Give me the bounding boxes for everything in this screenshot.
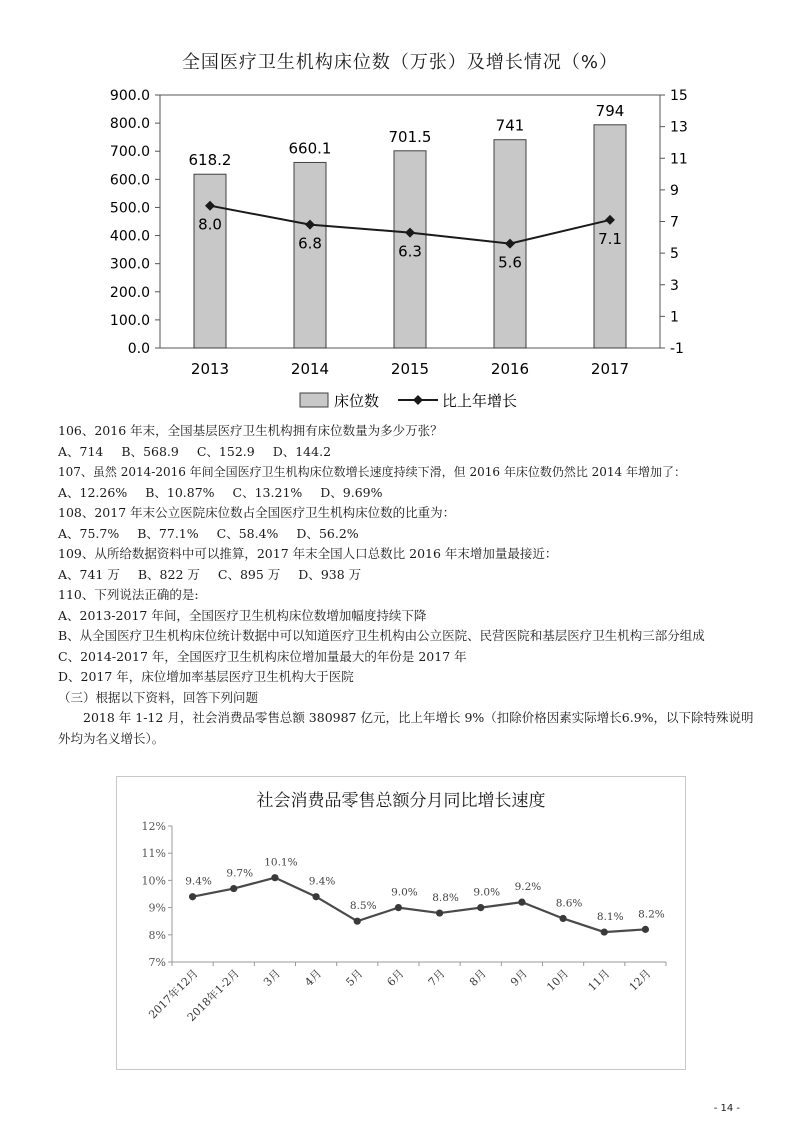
x-label-5: 6月 [384,966,407,989]
growth-label-2016: 5.6 [498,253,522,272]
category-label-2013: 2013 [190,360,230,378]
section-intro: 2018 年 1-12 月，社会消费品零售总额 380987 亿元，比上年增长 9%（扣除价格因素实际增长6.9%，以下除特殊说明外均为名义增长）。 [58,710,754,746]
y-tick-label: 12% [141,820,166,833]
question-108: 108、2017 年末公立医院床位数占全国医疗卫生机构床位数的比重为： [58,505,456,520]
x-label-9: 10月 [544,966,572,994]
left-tick-label: 800.0 [109,116,150,133]
x-label-4: 5月 [343,966,366,989]
point-1 [230,885,237,892]
y-tick-label: 11% [141,847,166,861]
right-tick-label: 5 [670,246,679,263]
legend-bar-label: 床位数 [334,392,380,410]
right-tick-label: 13 [670,119,688,136]
option-110-b: B、从全国医疗卫生机构床位统计数据中可以知道医疗卫生机构由公立医院、民营医院和基层医疗卫生机构三部分组成 [58,628,705,643]
question-108-options [58,524,758,545]
point-label-9: 8.6% [555,897,583,910]
question-block [58,421,758,749]
left-tick-label: 700.0 [109,144,150,161]
x-label-11: 12月 [626,966,654,994]
option-108-a: A、75.7% [58,525,120,541]
x-label-2: 3月 [261,966,284,989]
point-7 [477,904,484,911]
point-9 [559,915,566,922]
right-tick-label: 3 [670,277,679,294]
option-109-c: C、895 万 [217,566,281,582]
x-label-8: 9月 [508,966,531,989]
point-6 [436,909,443,916]
category-label-2016: 2016 [490,360,530,378]
chart2-title: 社会消费品零售总额分月同比增长速度 [256,791,546,811]
hospital-beds-chart [60,80,740,420]
point-label-2: 10.1% [264,856,298,869]
option-110-d: D、2017 年，床位增加率基层医疗卫生机构大于医院 [58,669,354,684]
page-number: - 14 - [713,1103,740,1114]
point-2 [271,874,278,881]
right-tick-label: 1 [670,309,679,326]
question-109-options [58,565,758,586]
question-107-options [58,483,758,504]
y-tick-label: 9% [148,901,166,915]
right-tick-label: 15 [670,88,688,104]
bar-2013 [194,174,226,348]
point-4 [354,918,361,925]
x-label-10: 11月 [585,966,613,994]
point-label-1: 9.7% [226,867,254,880]
x-label-6: 7月 [425,966,448,989]
category-label-2014: 2014 [290,360,330,378]
right-tick-label: 11 [670,151,688,168]
left-tick-label: 100.0 [109,312,150,329]
left-tick-label: 300.0 [109,256,150,273]
left-tick-label: 900.0 [109,88,150,104]
option-109-b: B、822 万 [137,566,200,582]
category-label-2015: 2015 [390,360,430,378]
option-106-a: A、714 [58,443,104,459]
y-tick-label: 8% [148,928,166,942]
option-107-d: D、9.69% [320,484,383,500]
point-3 [312,893,319,900]
section-heading: （三）根据以下资料，回答下列问题 [58,689,259,705]
point-label-3: 9.4% [308,875,336,888]
left-tick-label: 500.0 [109,200,150,217]
right-tick-label: 9 [670,182,679,199]
point-label-4: 8.5% [349,900,377,913]
question-110: 110、下列说法正确的是: [58,587,199,602]
left-tick-label: 0.0 [127,341,150,357]
left-tick-label: 200.0 [109,284,150,301]
point-label-0: 9.4% [185,875,212,888]
left-tick-label: 400.0 [109,228,150,245]
x-label-3: 4月 [302,966,325,989]
bar-2014 [294,162,326,348]
growth-label-2014: 6.8 [298,234,322,253]
option-107-c: C、13.21% [232,484,303,500]
point-5 [395,904,402,911]
option-107-a: A、12.26% [58,484,128,500]
chart1-title: 全国医疗卫生机构床位数（万张）及增长情况（%） [181,52,619,73]
option-107-b: B、10.87% [145,484,215,500]
bar-label-2015: 701.5 [388,127,432,146]
right-tick-label: 7 [670,214,679,231]
point-label-7: 9.0% [473,886,501,899]
right-tick-label: -1 [670,341,684,357]
option-106-b: B、568.9 [121,443,179,459]
chart1-legend [300,392,517,410]
point-label-11: 8.2% [638,908,665,921]
point-0 [189,893,196,900]
question-107: 107、虽然 2014-2016 年间全国医疗卫生机构床位数增长速度持续下滑，但 2016 年床位数仍然比 2014 年增加了： [58,465,687,479]
bar-label-2013: 618.2 [188,151,232,170]
growth-label-2017: 7.1 [598,229,622,248]
question-109: 109、从所给数据资料中可以推算，2017 年末全国人口总数比 2016 年末增加量最接近： [58,546,558,561]
left-tick-label: 600.0 [109,172,150,189]
question-106: 106、2016 年末，全国基层医疗卫生机构拥有床位数量为多少万张？ [58,423,443,438]
point-label-8: 9.2% [514,881,542,894]
legend-line-label: 比上年增长 [442,392,518,410]
growth-label-2015: 6.3 [398,242,422,261]
option-108-b: B、77.1% [137,525,199,541]
option-106-d: D、144.2 [272,443,332,459]
x-label-1: 2018年1-2月 [184,966,242,1025]
x-label-7: 8月 [466,966,489,989]
x-label-0: 2017年12月 [146,966,201,1022]
point-11 [642,926,649,933]
legend-line-marker [413,395,423,405]
y-tick-label: 10% [141,874,166,888]
category-label-2017: 2017 [590,360,630,378]
legend-bar-swatch [300,393,328,407]
point-10 [601,928,608,935]
question-106-options [58,442,758,463]
bar-label-2014: 660.1 [288,139,332,158]
point-label-5: 9.0% [391,886,418,899]
y-tick-label: 7% [148,956,166,969]
point-label-6: 8.8% [432,892,459,905]
growth-label-2013: 8.0 [198,215,222,234]
bar-label-2017: 794 [595,101,625,120]
option-109-a: A、741 万 [58,566,120,582]
retail-growth-chart [116,776,686,1070]
option-106-c: C、152.9 [196,443,255,459]
option-110-a: A、2013-2017 年间，全国医疗卫生机构床位数增加幅度持续下降 [58,607,427,623]
bar-label-2016: 741 [495,116,525,135]
option-108-d: D、56.2% [296,525,359,541]
option-109-d: D、938 万 [298,566,362,582]
option-108-c: C、58.4% [216,525,279,541]
point-8 [518,899,525,906]
option-110-c: C、2014-2017 年，全国医疗卫生机构床位增加量最大的年份是 2017 年 [58,648,467,664]
point-label-10: 8.1% [596,911,624,924]
